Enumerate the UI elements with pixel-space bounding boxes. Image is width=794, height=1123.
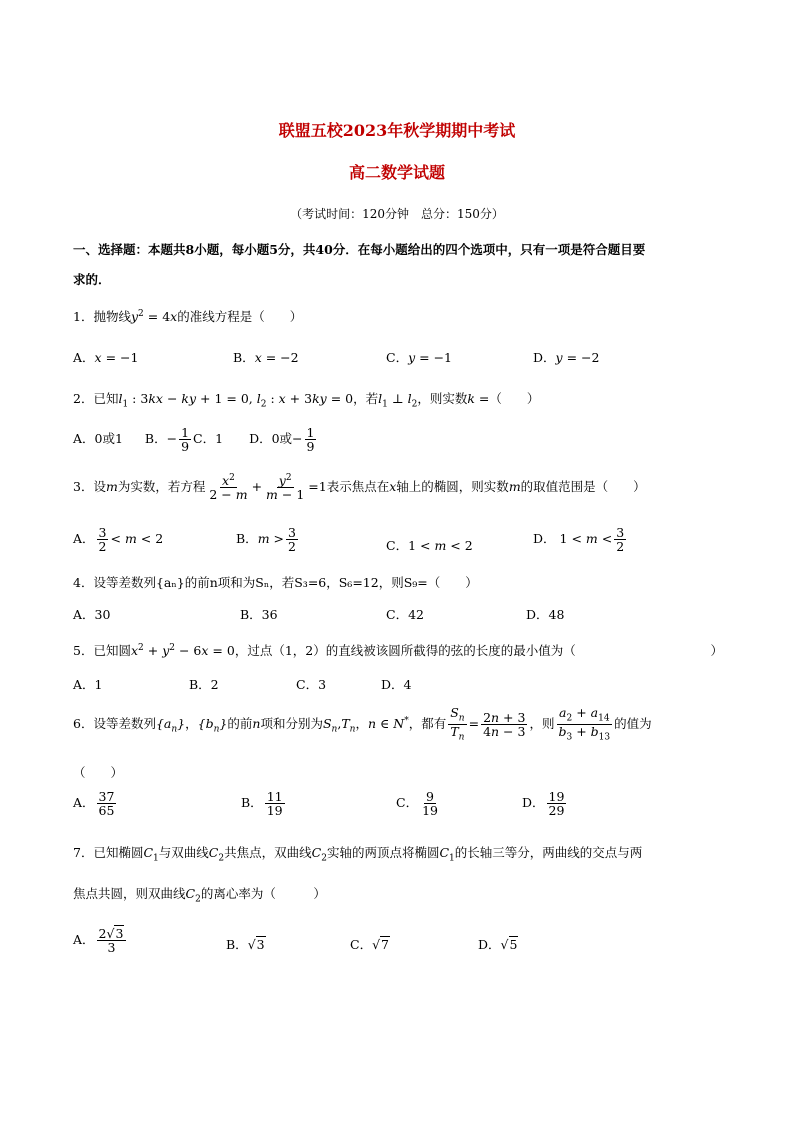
section-heading-line1: 一、选择题：本题共8小题，每小题5分，共40分．在每小题给出的四个选项中，只有一项是符合题目要 — [73, 242, 646, 257]
question-7-line2 — [73, 884, 326, 905]
q7-c1b: $C_1$ — [439, 845, 455, 864]
question-3: 3．设m为实数，若方程 $\frac{x^2}{2 - m}$ + $\frac{y^2}{m - 1}$ =1表示焦点在x轴上的椭圆，则实数m的取值范围是（ ） — [73, 473, 646, 503]
q2-option-c: C．1 — [193, 431, 224, 447]
q5-formula: $x^2 + y^2 - 6x = 0$ — [130, 642, 235, 658]
question-number: 7． — [73, 845, 94, 860]
q6-paren: （ ） — [73, 765, 124, 780]
q2-stem-a: 已知 — [93, 391, 119, 406]
q4-stem: 设等差数列{aₙ}的前n项和为Sₙ，若S₃=6，S₆=12，则S₉=（ ） — [93, 575, 478, 590]
q3-stem-c: 轴上的椭圆，则实数 — [396, 479, 509, 495]
q2-stem-d: （ ） — [489, 391, 540, 406]
q2-stem-b: ，若 — [353, 391, 379, 406]
q6-n: n — [252, 715, 261, 731]
q4-option-c: C．42 — [386, 607, 424, 622]
q6-option-d: D． $\frac{19}{29}$ — [522, 789, 565, 819]
q3-stem-a: 为实数，若方程 — [117, 479, 206, 495]
exam-subject: 高二数学试题 — [348, 163, 445, 182]
q3-stem-b: 表示焦点在 — [326, 479, 390, 495]
q7-c1: $C_1$ — [143, 845, 159, 864]
q2-option-b: B． — [144, 431, 167, 447]
question-number: 1． — [73, 309, 94, 324]
q3-m: m — [105, 479, 118, 495]
q6-stem-c: 项和分别为 — [260, 715, 323, 731]
q6-nN: n ∈ N* — [367, 715, 409, 731]
q6-option-a: A． $\frac{37}{65}$ — [73, 789, 115, 819]
q5-stem: ，过点（1，2）的直线被该圆所截得的弦的长度的最小值为（ — [234, 643, 576, 658]
q1-option-c: C．y = −1 — [386, 350, 452, 365]
q6-stem-f: ，则 — [529, 715, 555, 731]
q2-options: A．0或1 B．− $\frac{1}{9}$ C．1 D．0或− $\frac{1}{9}$ — [73, 425, 315, 455]
question-5 — [73, 641, 723, 659]
q3-m2: m — [508, 479, 521, 495]
q1-option-d: D．y = −2 — [533, 350, 600, 365]
q2-lines-formula: $l_1$ : 3kx − ky + 1 = 0, $l_2$ : x + 3ky = 0 — [118, 391, 354, 410]
q5-option-c: C．3 — [296, 677, 327, 692]
question-number: 5．已知圆 — [73, 643, 131, 658]
q6-stem-a: ， — [185, 715, 198, 731]
q7-line2-a: 焦点共圆，则双曲线 — [73, 886, 186, 901]
q2-perp-formula: $l_1$ ⊥ $l_2$ — [378, 391, 418, 410]
q6-stem-d: ， — [355, 715, 368, 731]
question-6: 6．设等差数列$\{a_n\}$，$\{b_n\}$的前n项和分别为$S_n,T_n$，n ∈ N*，都有 $\frac{S_n}{T_n}$ = $\frac{2n + 3}{4n - 3}$ ，则 $\frac{a_2 + a_{14}}{b_3 + b_{13}}$ 的值为 — [73, 705, 652, 743]
question-7-line1 — [73, 843, 642, 864]
q6-stem-g: 的值为 — [614, 715, 652, 731]
q4-option-b: B．36 — [240, 607, 278, 622]
q7-line2-b: 的离心率为（ ） — [200, 886, 326, 901]
q6-snTn: $S_n,T_n$ — [322, 715, 356, 735]
question-4 — [73, 573, 478, 591]
q7-option-c: C．√7 — [350, 937, 389, 952]
q7-c2b: $C_2$ — [311, 845, 327, 864]
q6-stem-e: ，都有 — [408, 715, 447, 731]
q3-option-c: C．1 < m < 2 — [386, 538, 473, 553]
section-heading-line2: 求的． — [73, 272, 111, 287]
q7-line1-d: 实轴的两顶点将椭圆 — [326, 845, 440, 860]
q1-stem-a: 抛物线 — [93, 309, 131, 324]
question-2 — [73, 389, 539, 410]
q7-c2: $C_2$ — [208, 845, 225, 864]
q7-c2c: $C_2$ — [185, 886, 201, 905]
q3-option-a: A． $\frac{3}{2}$ < m < 2 — [73, 525, 164, 555]
q6-option-b: B． $\frac{11}{19}$ — [241, 789, 283, 819]
question-number: 3．设 — [73, 479, 106, 495]
q5-option-d: D．4 — [381, 677, 412, 692]
exam-title: 联盟五校2023年秋学期期中考试 — [278, 121, 516, 140]
q1-formula: $y^2 = 4x$ — [130, 308, 178, 324]
q7-option-b: B．√3 — [226, 937, 265, 952]
q4-option-a: A．30 — [73, 607, 111, 622]
q3-x: x — [389, 479, 397, 495]
q1-option-a: A．x = −1 — [73, 350, 139, 365]
q6-an: $\{a_n\}$ — [155, 715, 186, 735]
q6-option-c: C． $\frac{9}{19}$ — [396, 789, 438, 819]
q3-stem-d: 的取值范围是（ ） — [520, 479, 646, 495]
exam-info: （考试时间：120分钟 总分：150分） — [290, 207, 504, 221]
q2-k: k = — [467, 391, 490, 406]
q7-option-a: A． $\frac{2√3}{3}$ — [73, 927, 128, 954]
question-number: 2． — [73, 391, 94, 406]
question-1 — [73, 307, 302, 325]
q2-option-d: D．0或 — [249, 431, 293, 447]
q7-line1-b: 与双曲线 — [158, 845, 209, 860]
q3-option-d: D． 1 < m < $\frac{3}{2}$ — [533, 525, 625, 555]
q3-option-b: B．m > $\frac{3}{2}$ — [236, 525, 296, 555]
question-number: 6．设等差数列 — [73, 715, 156, 731]
q7-line1-e: 的长轴三等分，两曲线的交点与两 — [454, 845, 643, 860]
q7-option-d: D．√5 — [478, 937, 518, 952]
q2-option-a: A．0或1 — [73, 431, 123, 447]
q4-option-d: D．48 — [526, 607, 565, 622]
q1-option-b: B．x = −2 — [233, 350, 299, 365]
question-number: 4． — [73, 575, 94, 590]
q1-stem-b: 的准线方程是（ ） — [177, 309, 303, 324]
q2-stem-c: ，则实数 — [417, 391, 468, 406]
q5-option-b: B．2 — [189, 677, 219, 692]
q6-stem-b: 的前 — [227, 715, 253, 731]
q6-bn: $\{b_n\}$ — [197, 715, 228, 735]
q7-line1-a: 已知椭圆 — [93, 845, 144, 860]
q5-paren-close: ） — [710, 643, 723, 658]
q5-option-a: A．1 — [73, 677, 103, 692]
q7-line1-c: 共焦点，双曲线 — [224, 845, 312, 860]
